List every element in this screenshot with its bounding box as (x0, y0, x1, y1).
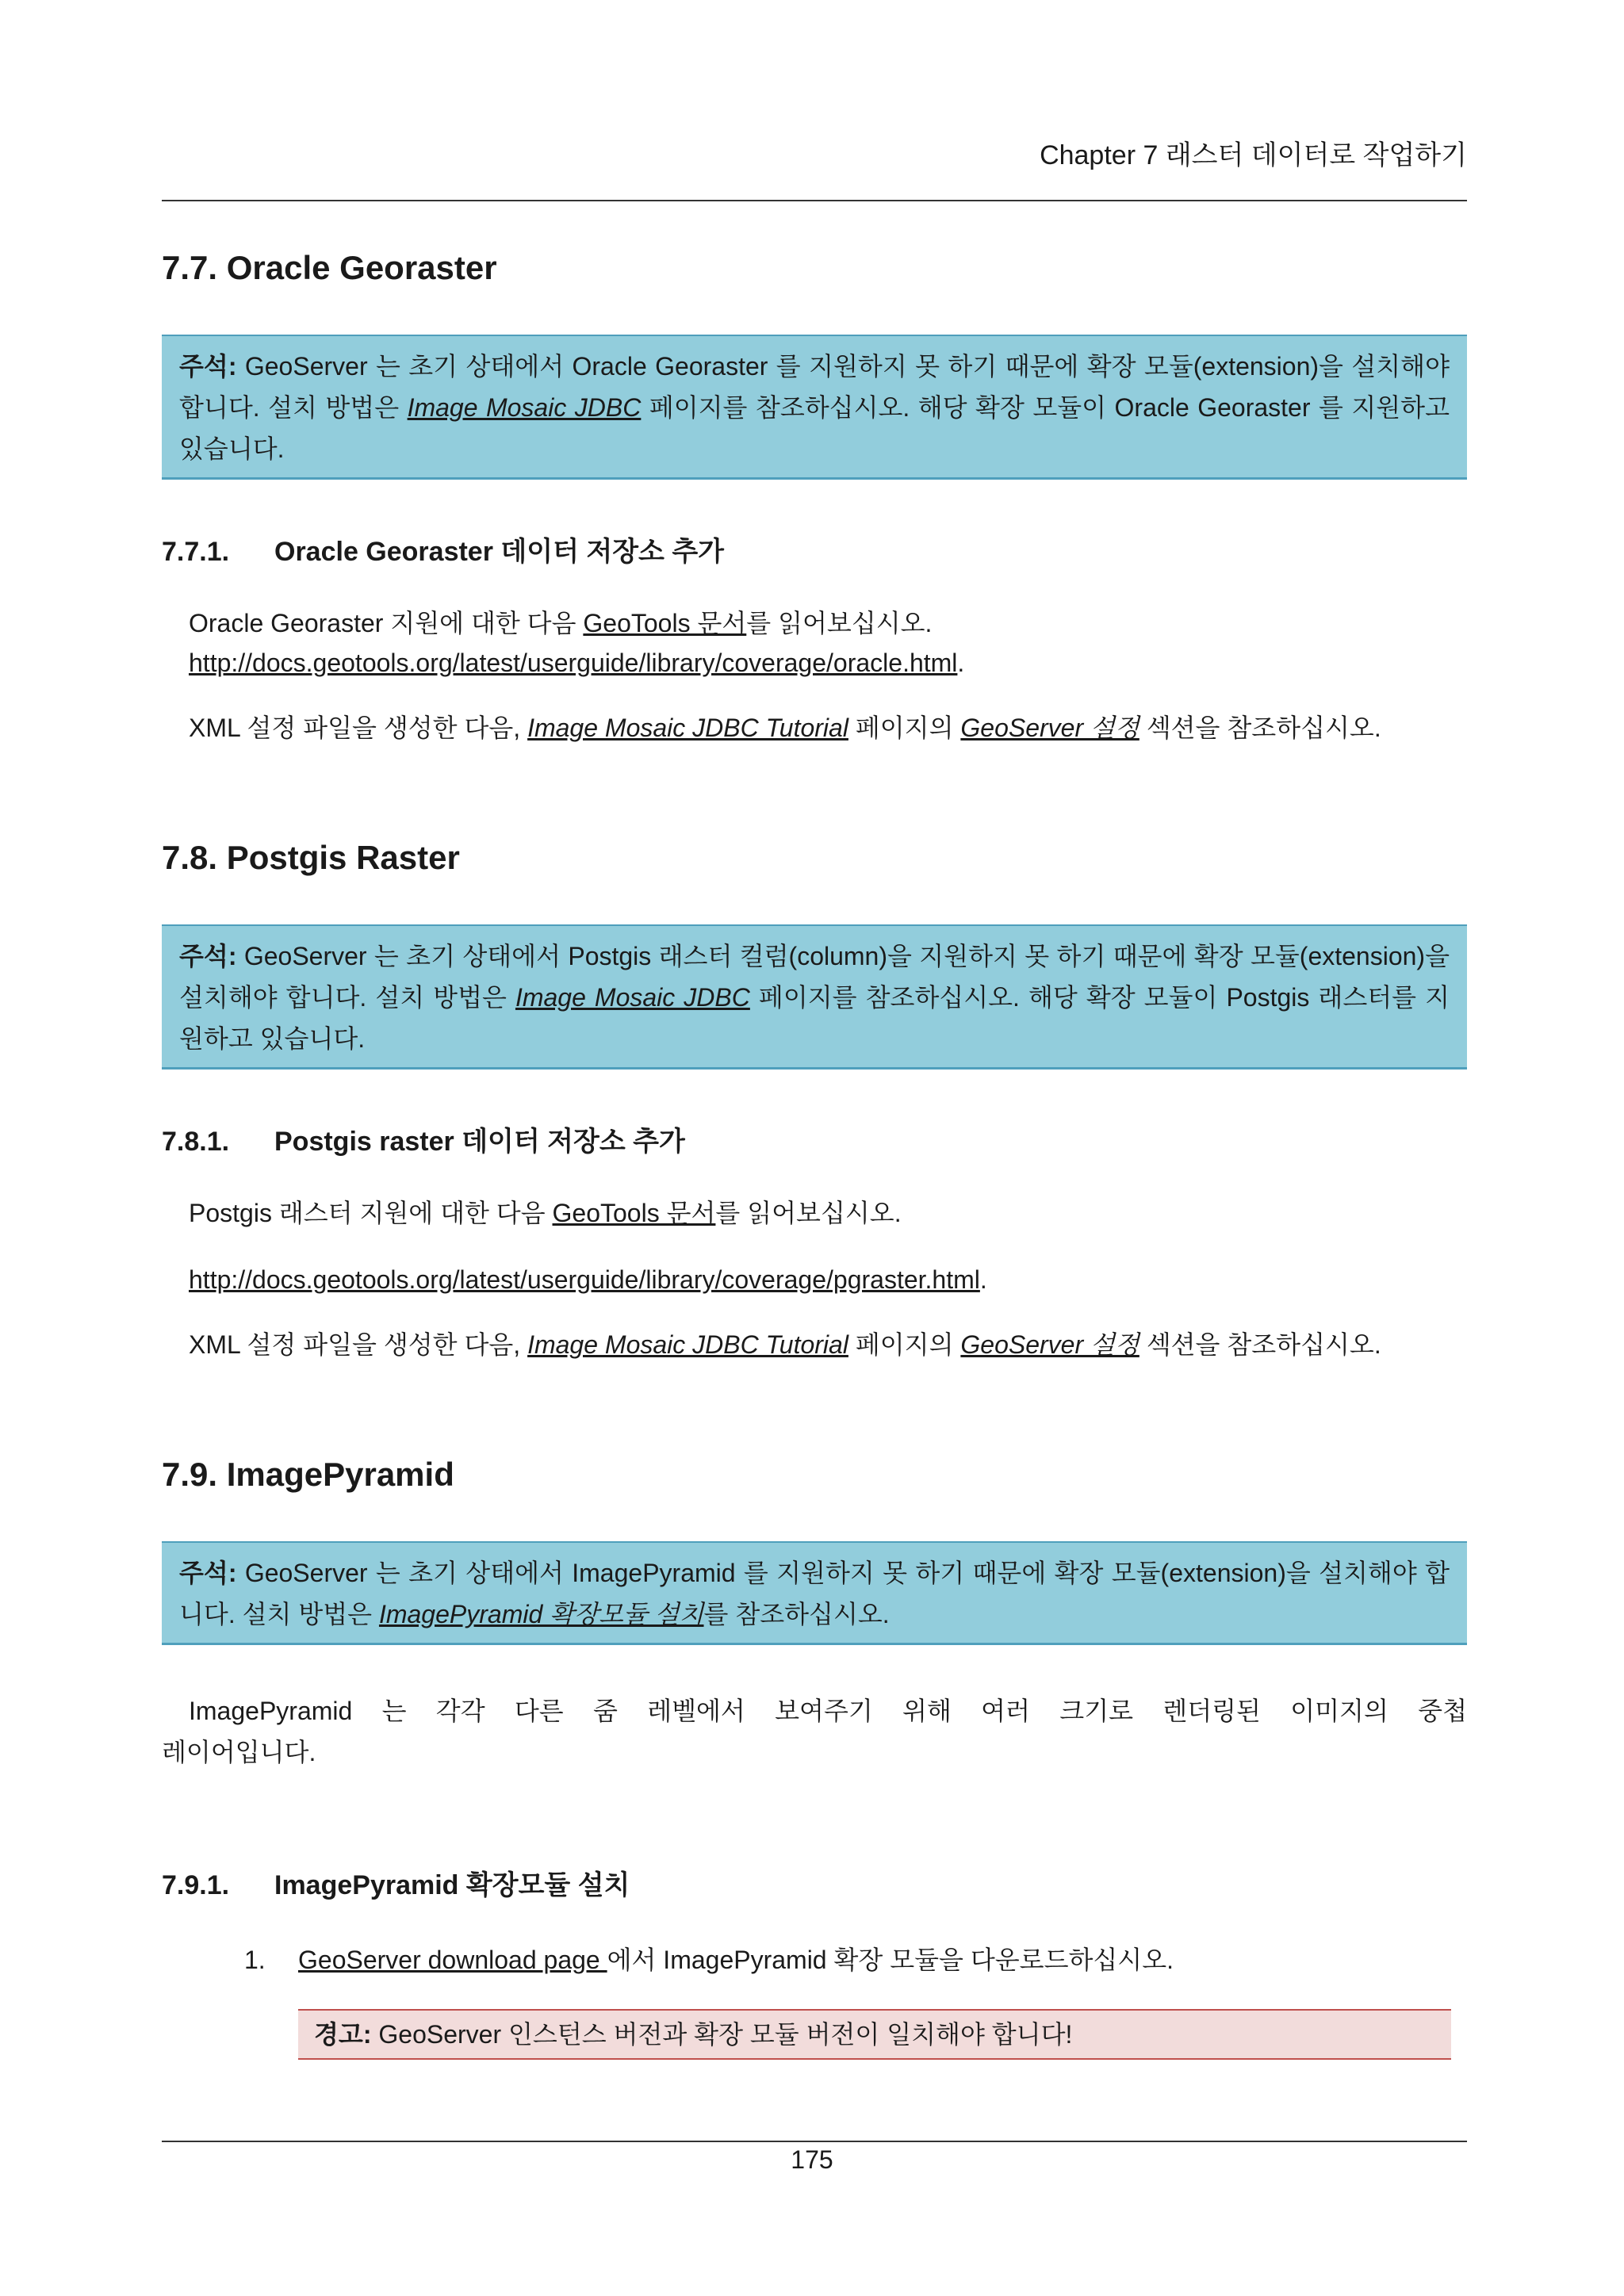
subsection-heading-7-8-1 (162, 1119, 685, 1158)
section-heading-7-9: 7.9. ImagePyramid (162, 1456, 454, 1493)
note-label: 주석: (179, 352, 237, 381)
subsection-number: 7.7.1. (162, 537, 230, 567)
note-text: GeoServer 는 초기 상태에서 Postgis 래스터 컬럼(column)을 지원하지 못 하기 때문에 확장 모듈(extension)을 설치해야 합니다. 설치 방법은 (179, 942, 1450, 1012)
text: 페이지의 (848, 1330, 961, 1359)
note-label: 주석: (179, 1559, 237, 1587)
running-header: Chapter 7 래스터 데이터로 작업하기 (1040, 140, 1467, 170)
text: Oracle Georaster 지원에 대한 다음 (189, 609, 584, 637)
page-number: 175 (791, 2145, 833, 2174)
subsection-number: 7.9.1. (162, 1870, 230, 1900)
text: 페이지의 (848, 714, 961, 742)
text: 에서 ImagePyramid 확장 모듈을 다운로드하십시오. (607, 1946, 1174, 1974)
text: . (957, 649, 965, 677)
text: Postgis 래스터 지원에 대한 다음 (189, 1199, 553, 1227)
warning-text: GeoServer 인스턴스 버전과 확장 모듈 버전이 일치해야 합니다! (371, 2020, 1073, 2049)
note-box-imagepyramid (162, 1541, 1467, 1645)
oracle-url-line (189, 644, 964, 682)
step-number: 1. (244, 1946, 266, 1974)
header-rule (162, 200, 1467, 201)
image-mosaic-jdbc-tutorial-link[interactable]: Image Mosaic JDBC Tutorial (527, 1330, 848, 1359)
geoserver-download-page-link[interactable]: GeoServer download page (298, 1946, 607, 1974)
warning-box (298, 2009, 1451, 2060)
imagepyramid-description-line1: ImagePyramid 는 각각 다른 줌 레벨에서 보여주기 위해 여러 크기로 렌더링된 이미지의 중첩 (189, 1697, 1467, 1725)
subsection-heading-7-9-1 (162, 1863, 630, 1902)
step-download (298, 1941, 1174, 1979)
imagepyramid-install-link[interactable]: ImagePyramid 확장모듈 설치 (378, 1600, 704, 1628)
paragraph-geotools-oracle (189, 604, 932, 642)
text: . (979, 1265, 987, 1294)
image-mosaic-jdbc-link[interactable]: Image Mosaic JDBC (407, 393, 642, 422)
note-text: GeoServer 는 초기 상태에서 ImagePyramid 를 지원하지 못 하기 때문에 확장 모듈(extension)을 설치해야 합니다. 설치 방법은 (179, 1559, 1450, 1628)
geotools-docs-link[interactable]: GeoTools 문서 (552, 1199, 716, 1227)
text: 섹션을 참조하십시오. (1139, 1330, 1381, 1359)
note-box-oracle (162, 335, 1467, 480)
paragraph-xml-postgis (189, 1326, 1381, 1364)
geoserver-setup-link[interactable]: GeoServer 설정 (960, 1330, 1139, 1359)
paragraph-xml-oracle (189, 709, 1381, 747)
geoserver-setup-link[interactable]: GeoServer 설정 (960, 714, 1139, 742)
subsection-title: Oracle Georaster 데이터 저장소 추가 (274, 537, 725, 567)
text: XML 설정 파일을 생성한 다음, (189, 714, 528, 742)
image-mosaic-jdbc-link[interactable]: Image Mosaic JDBC (515, 983, 750, 1012)
note-text: 를 참조하십시오. (703, 1600, 890, 1628)
note-label: 주석: (179, 942, 237, 970)
geotools-docs-link[interactable]: GeoTools 문서 (583, 609, 747, 637)
text: 를 읽어보십시오. (746, 609, 933, 637)
footer-rule (162, 2141, 1467, 2142)
imagepyramid-description-line2: 레이어입니다. (162, 1738, 316, 1766)
subsection-title: Postgis raster 데이터 저장소 추가 (274, 1127, 685, 1157)
subsection-heading-7-7-1 (162, 530, 724, 568)
text: XML 설정 파일을 생성한 다음, (189, 1330, 528, 1359)
subsection-number: 7.8.1. (162, 1127, 230, 1157)
note-text: GeoServer 는 초기 상태에서 Oracle Georaster 를 지원하지 못 하기 때문에 확장 모듈(extension)을 설치해야 합니다. 설치 방법은 (179, 352, 1450, 422)
text: 섹션을 참조하십시오. (1139, 714, 1381, 742)
note-text: 페이지를 참조하십시오. 해당 확장 모듈이 Oracle Georaster 를 지원하고 있습니다. (179, 393, 1450, 463)
note-text: 페이지를 참조하십시오. 해당 확장 모듈이 Postgis 래스터를 지원하고 있습니다. (179, 983, 1450, 1053)
section-heading-7-7: 7.7. Oracle Georaster (162, 249, 497, 286)
image-mosaic-jdbc-tutorial-link[interactable]: Image Mosaic JDBC Tutorial (527, 714, 848, 742)
text: 를 읽어보십시오. (715, 1199, 902, 1227)
subsection-title: ImagePyramid 확장모듈 설치 (274, 1870, 630, 1900)
note-box-postgis (162, 924, 1467, 1070)
warning-label: 경고: (314, 2020, 372, 2049)
oracle-docs-url-link[interactable]: http://docs.geotools.org/latest/userguide/library/coverage/oracle.html (189, 649, 958, 677)
section-heading-7-8: 7.8. Postgis Raster (162, 839, 460, 876)
pgraster-url-line (189, 1261, 987, 1299)
pgraster-docs-url-link[interactable]: http://docs.geotools.org/latest/userguide/library/coverage/pgraster.html (189, 1265, 980, 1294)
paragraph-geotools-postgis (189, 1194, 902, 1232)
